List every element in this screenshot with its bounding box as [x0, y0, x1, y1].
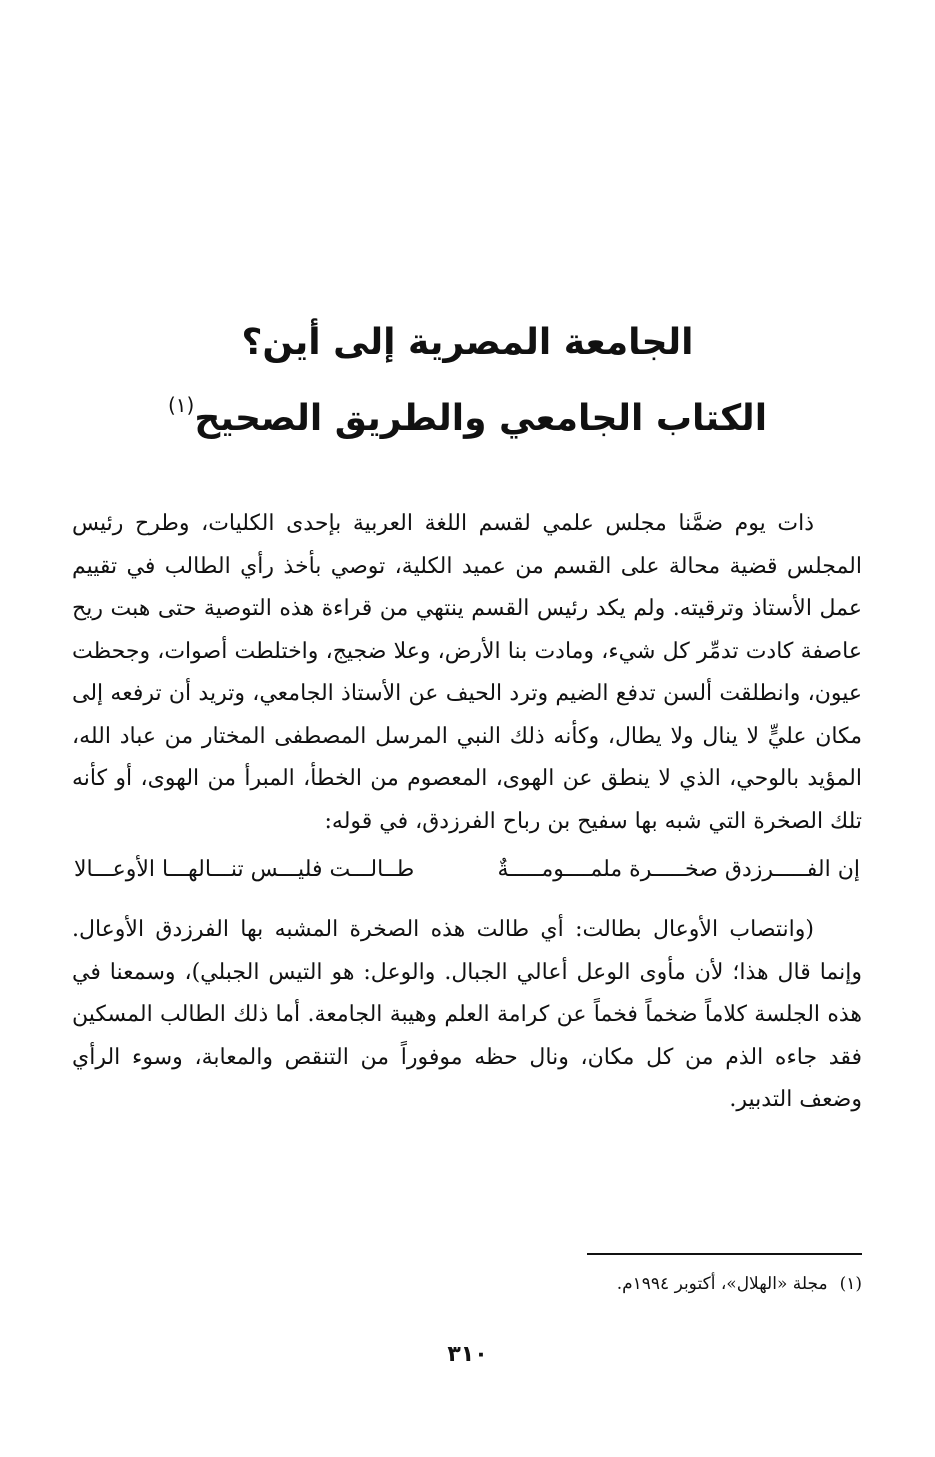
footnote — [400, 1270, 862, 1298]
chapter-subtitle-text: الكتاب الجامعي والطريق الصحيح — [194, 398, 768, 439]
chapter-title: الجامعة المصرية إلى أين؟ — [241, 322, 694, 363]
footnote-marker: (١) — [167, 393, 195, 417]
body-text — [72, 503, 862, 1122]
verse-first-hemistich: إن الفـــــرزدق صخـــــرة ملمــــومـــــةٌ — [497, 857, 860, 882]
footnote-divider — [587, 1253, 862, 1255]
footnote-number: (١) — [839, 1274, 862, 1294]
page-number: ٣١٠ — [447, 1342, 488, 1367]
footnote-text: مجلة «الهلال»، أكتوبر ١٩٩٤م. — [616, 1274, 828, 1294]
chapter-subtitle — [100, 374, 835, 450]
chapter-heading — [100, 312, 835, 450]
paragraph-explanation: (وانتصاب الأوعال بطالت: أي طالت هذه الصخرة المشبه بها الفرزدق الأوعال. وإنما قال هذا؛ لأن مأوى الوعل أعالي الجبال. والوعل: هو التيس الجبلي)، وسمعنا في هذه الجلسة كلاماً ضخماً فخماً عن كرامة العلم وهيبة الجامعة. أما ذلك الطالب المسكين فقد جاءه الذم من كل مكان، ونال حظه موفوراً من التنقص والمعابة، وسوء الرأي وضعف التدبير. — [72, 917, 862, 1112]
poetry-verse — [72, 849, 862, 891]
paragraph-opening: ذات يوم ضمَّنا مجلس علمي لقسم اللغة العربية بإحدى الكليات، وطرح رئيس المجلس قضية محالة على القسم من عميد الكلية، توصي بأخذ رأي الطالب في تقييم عمل الأستاذ وترقيته. ولم يكد رئيس القسم ينتهي من قراءة هذه التوصية حتى هبت ريح عاصفة كادت تدمِّر كل شيء، ومادت بنا الأرض، وعلا ضجيج، واختلطت أصوات، وجحظت عيون، وانطلقت ألسن تدفع الضيم وترد الحيف عن الأستاذ الجامعي، وتريد أن ترفعه إلى مكان عليٍّ لا ينال ولا يطال، وكأنه ذلك النبي المرسل المصطفى المختار من عباد الله، المؤيد بالوحي، الذي لا ينطق عن الهوى، المعصوم من الخطأ، المبرأ من الهوى، أو كأنه تلك الصخرة التي شبه بها سفيح بن رباح الفرزدق، في قوله: — [72, 511, 862, 834]
verse-second-hemistich: طــالـــت فليـــس تنـــالهـــا الأوعـــالا — [74, 857, 415, 882]
